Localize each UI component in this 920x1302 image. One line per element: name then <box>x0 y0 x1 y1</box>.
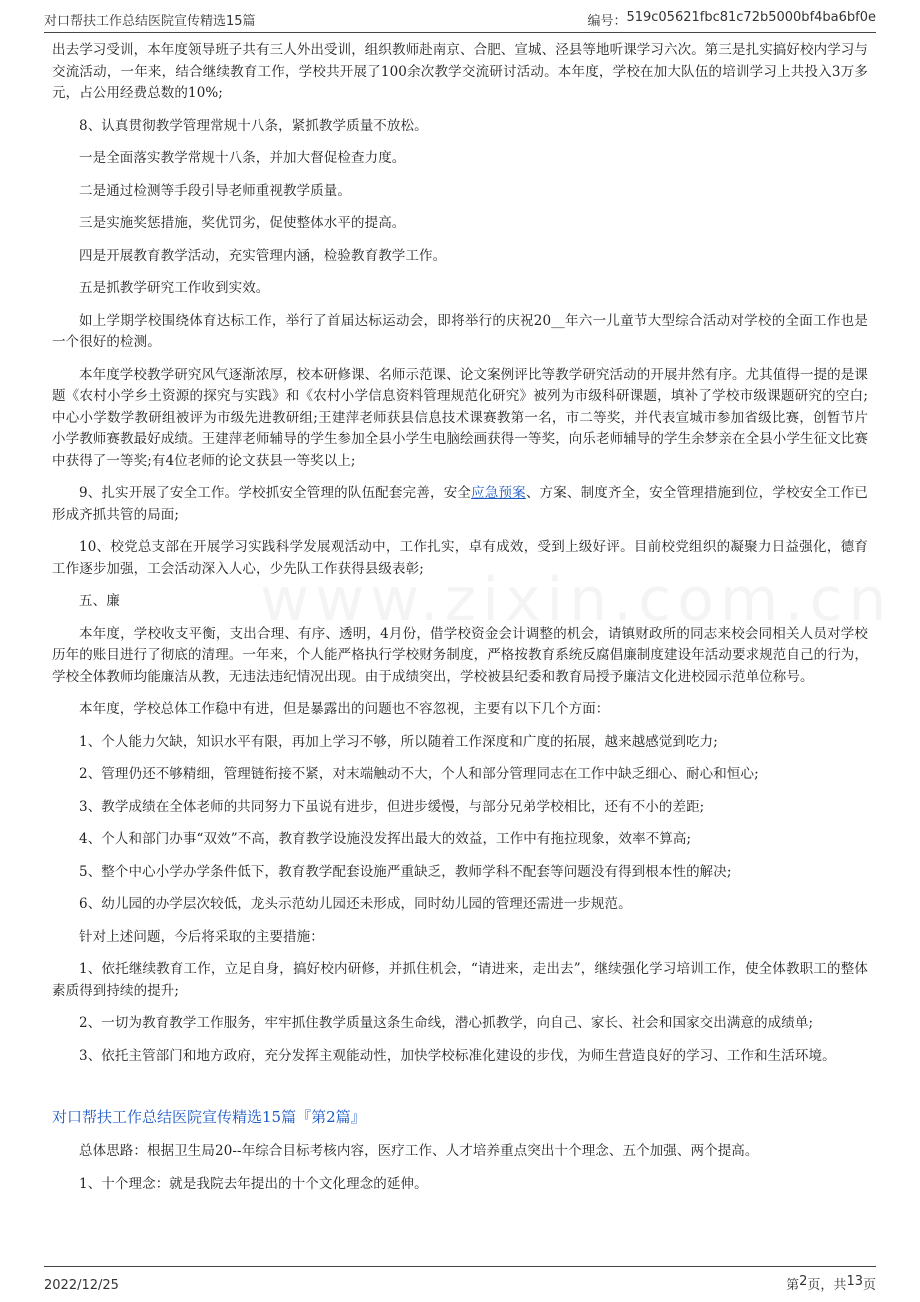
page-prefix: 第 <box>786 1278 800 1293</box>
paragraph: 本年度，学校收支平衡，支出合理、有序、透明，4月份，借学校资金会计调整的机会，请镇财政所的同志来校会同相关人员对学校历年的账目进行了彻底的清理。一年来，个人能严格执行学校财务制度，严格按教育系统反腐倡廉制度建设年活动要求规范自己的行为，学校全体教师均能廉洁从教，无违法违纪情况出现。由于成绩突出，学校被县纪委和教育局授予廉洁文化进校园示范单位称号。 <box>52 625 868 685</box>
page-indicator <box>786 1274 876 1293</box>
list-item: 4、个人和部门办事“双效”不高，教育教学设施没发挥出最大的效益，工作中有拖拉现象，效率不算高; <box>79 831 692 847</box>
paragraph-text: 、方案、制度齐全，安全管理措施到位，学校安全工作已形成齐抓共管的局面; <box>52 485 869 523</box>
paragraph: 8、认真贯彻教学管理常规十八条，紧抓教学质量不放松。 <box>79 117 428 134</box>
paragraph: 一是全面落实教学常规十八条，并加大督促检查力度。 <box>79 150 406 166</box>
paragraph: 10、校党总支部在开展学习实践科学发展观活动中，工作扎实，卓有成效，受到上级好评。目前校党组织的凝聚力日益强化，德育工作逐步加强，工会活动深入人心，少先队工作获得县级表彰; <box>52 539 868 577</box>
page-footer <box>44 1266 876 1293</box>
section-heading: 五、廉 <box>79 593 120 609</box>
paragraph: 本年度学校教学研究风气逐渐浓厚，校本研修课、名师示范课、论文案例评比等教学研究活动的开展井然有序。尤其值得一提的是课题《农村小学乡土资源的探究与实践》和《农村小学信息资料管理规范化研究》被列为市级科研课题，填补了学校市级课题研究的空白;中心小学数学教研组被评为市级先进教研组;王建萍老师获县信息技术课赛教第一名，市二等奖，并代表宣城市参加省级比赛，创暂节片小学教师赛教最好成绩。王建萍老师辅导的学生参加全县小学生电脑绘画获得一等奖，向乐老师辅导的学生余梦亲在全县小学生征文比赛中获得了一等奖;有4位老师的论文获县一等奖以上; <box>52 366 868 469</box>
emergency-plan-link[interactable]: 应急预案 <box>471 485 526 501</box>
page-total: 13 <box>846 1274 863 1289</box>
paragraph: 本年度，学校总体工作稳中有进，但是暴露出的问题也不容忽视，主要有以下几个方面： <box>79 701 610 717</box>
paragraph: 四是开展教育教学活动，充实管理内涵，检验教育教学工作。 <box>79 247 447 264</box>
page-current: 2 <box>799 1274 808 1289</box>
list-item: 2、管理仍还不够精细，管理链衔接不紧，对末端触动不大，个人和部分管理同志在工作中缺乏细心、耐心和恒心; <box>79 766 759 782</box>
header-doc-title: 对口帮扶工作总结医院宣传精选15篇 <box>44 14 256 29</box>
paragraph: 针对上述问题，今后将采取的主要措施： <box>79 928 324 945</box>
paragraph: 二是通过检测等手段引导老师重视教学质量。 <box>79 182 351 199</box>
list-item: 3、教学成绩在全体老师的共同努力下虽说有进步，但进步缓慢，与部分兄弟学校相比，还有不小的差距; <box>79 798 705 815</box>
paragraph: 1、十个理念：就是我院去年提出的十个文化理念的延伸。 <box>79 1175 428 1192</box>
page-suffix: 页 <box>862 1278 876 1293</box>
list-item: 6、幼儿园的办学层次较低，龙头示范幼儿园还未形成，同时幼儿园的管理还需进一步规范。 <box>79 896 632 912</box>
paragraph-text: 9、扎实开展了安全工作。学校抓安全管理的队伍配套完善，安全 <box>79 485 472 501</box>
header-code-label: 编号： <box>587 14 627 29</box>
list-item: 2、一切为教育教学工作服务，牢牢抓住教学质量这条生命线，潜心抓教学，向自己、家长、社会和国家交出满意的成绩单; <box>79 1015 814 1031</box>
section-2-title-link[interactable]: 对口帮扶工作总结医院宣传精选15篇『第2篇』 <box>52 1108 366 1126</box>
list-item: 5、整个中心小学办学条件低下，教育教学配套设施严重缺乏，教师学科不配套等问题没有得到根本性的解决; <box>79 863 732 880</box>
list-item: 1、个人能力欠缺，知识水平有限，再加上学习不够，所以随着工作深度和广度的拓展，越来越感觉到吃力; <box>79 733 718 750</box>
list-item: 3、依托主管部门和地方政府，充分发挥主观能动性，加快学校标准化建设的步伐，为师生营造良好的学习、工作和生活环境。 <box>79 1047 836 1064</box>
paragraph: 五是抓教学研究工作收到实效。 <box>79 280 270 296</box>
header-code-value: 519c05621fbc81c72b5000bf4ba6bf0e <box>626 10 876 25</box>
header-doc-code <box>587 10 876 29</box>
footer-date: 2022/12/25 <box>44 1278 119 1293</box>
paragraph: 总体思路：根据卫生局20--年综合目标考核内容，医疗工作、人才培养重点突出十个理念、五个加强、两个提高。 <box>79 1143 759 1159</box>
document-body <box>52 40 868 1206</box>
page-header <box>44 10 876 33</box>
page-mid: 页，共 <box>807 1278 847 1293</box>
paragraph: 三是实施奖惩措施，奖优罚劣，促使整体水平的提高。 <box>79 215 406 231</box>
paragraph-safety <box>52 483 868 526</box>
paragraph: 如上学期学校围绕体育达标工作，举行了首届达标运动会，即将举行的庆祝20__年六一儿童节大型综合活动对学校的全面工作也是一个很好的检测。 <box>52 312 868 350</box>
paragraph: 出去学习受训，本年度领导班子共有三人外出受训，组织教师赴南京、合肥、宣城、泾县等地听课学习六次。第三是扎实搞好校内学习与交流活动，一年来，结合继续教育工作，学校共开展了100余次教学交流研讨活动。本年度，学校在加大队伍的培训学习上共投入3万多元，占公用经费总数的10%; <box>52 42 868 101</box>
list-item: 1、依托继续教育工作，立足自身，搞好校内研修，并抓住机会，“请进来，走出去”，继续强化学习培训工作，使全体教职工的整体素质得到持续的提升; <box>52 961 868 999</box>
